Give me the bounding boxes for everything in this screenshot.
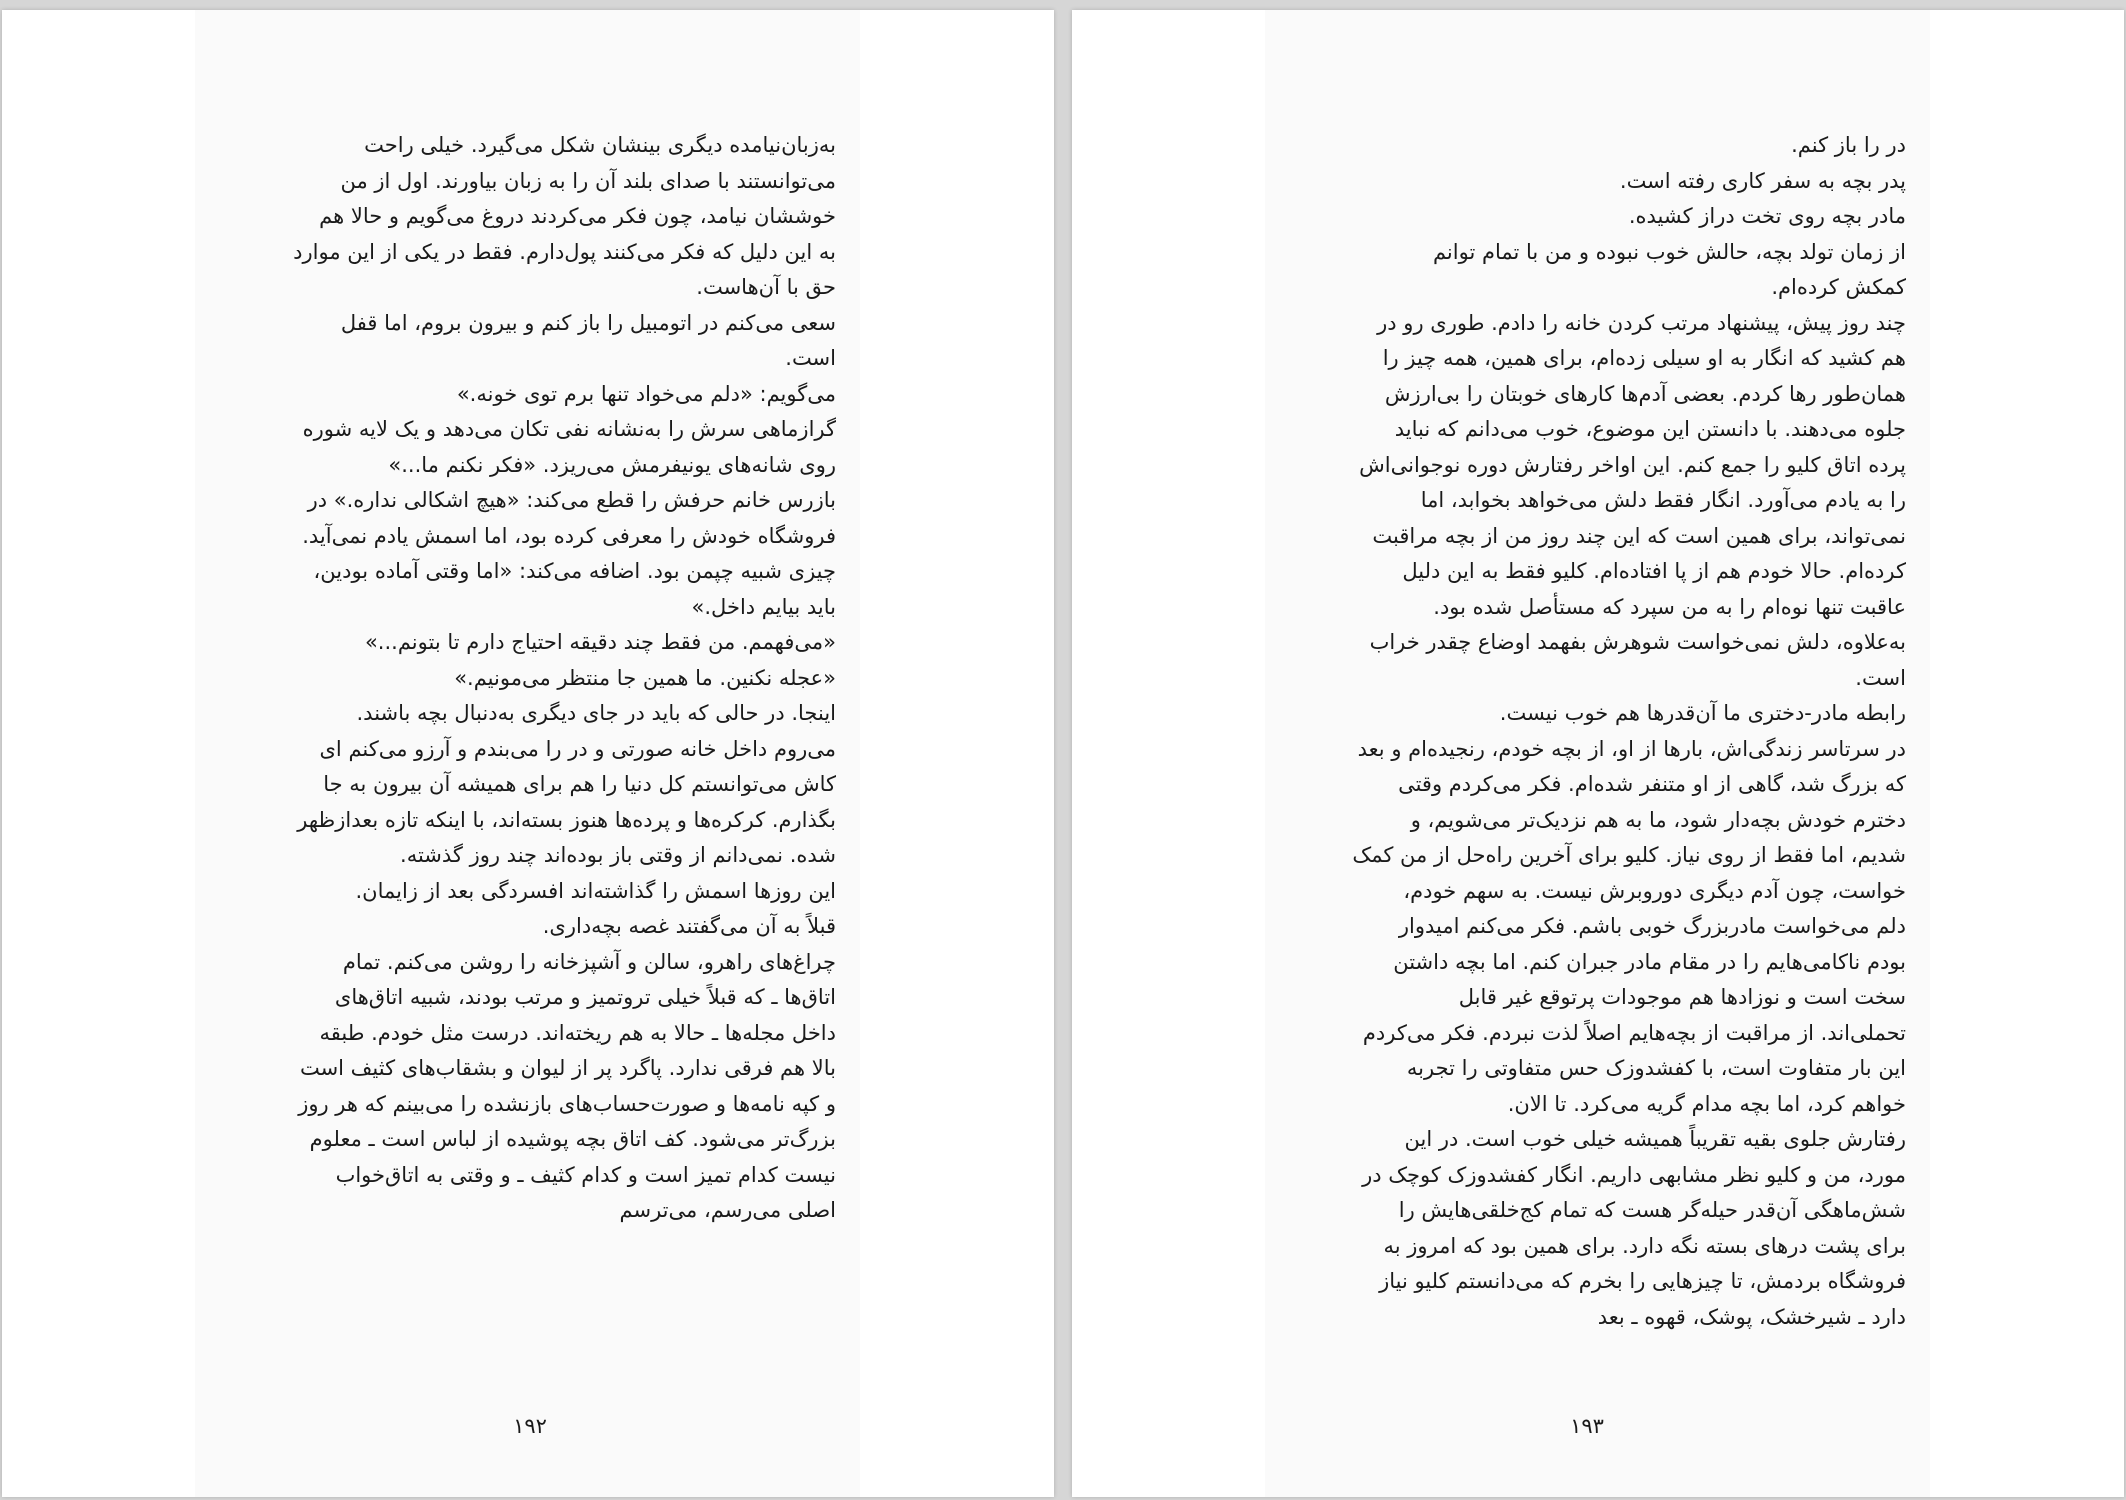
text-line: نمی‌تواند، برای همین است که این چند روز من از بچه مراقبت (1372, 523, 1906, 548)
text-line: شش‌ماهگی آن‌قدر حیله‌گر هست که تمام کج‌خلقی‌هایش را (1398, 1198, 1906, 1222)
text-line: سعی می‌کنم در اتومبیل را باز کنم و بیرون بروم، اما قفل (340, 310, 836, 335)
text-line: مورد، من و کلیو نظر مشابهی داریم. انگار کفشدوزک کوچک در (1362, 1162, 1906, 1187)
text-line: فروشگاه خودش را معرفی کرده بود، اما اسمش یادم نمی‌آید. (302, 523, 836, 548)
text-line: خواهم کرد، اما بچه مدام گریه می‌کرد. تا الان. (1507, 1091, 1906, 1116)
text-line: اتاق‌ها ـ که قبلاً خیلی تروتمیز و مرتب بودند، شبیه اتاق‌های (334, 985, 836, 1009)
text-line: رابطه مادر-دختری ما آن‌قدرها هم خوب نیست. (1499, 701, 1906, 725)
text-line: نیست کدام تمیز است و کدام کثیف ـ و وقتی به اتاق‌خواب (335, 1162, 836, 1187)
text-line: «عجله نکنین. ما همین جا منتظر می‌مونیم.» (454, 665, 836, 690)
text-line: بودم ناکامی‌هایم را در مقام مادر جبران کنم. اما بچه داشتن (1393, 949, 1906, 974)
text-line: و کپه نامه‌ها و صورت‌حساب‌های بازنشده را می‌بینم که هر روز (298, 1091, 836, 1116)
text-line: می‌گویم: «دلم می‌خواد تنها برم توی خونه.» (456, 381, 836, 406)
text-line: دخترم خودش بچه‌دار شود، ما به هم نزدیک‌تر می‌شویم، و (1410, 807, 1906, 832)
text-line: رفتارش جلوی بقیه تقریباً همیشه خیلی خوب است. در این (1404, 1127, 1906, 1151)
text-line: اصلی می‌رسم، می‌ترسم (619, 1198, 836, 1222)
text-line: «می‌فهمم. من فقط چند دقیقه احتیاج دارم تا بتونم...» (364, 630, 836, 654)
text-line: به‌علاوه، دلش نمی‌خواست شوهرش بفهمد اوضاع چقدر خراب (1369, 630, 1906, 654)
text-line: شده. نمی‌دانم از وقتی باز بوده‌اند چند روز گذشته. (400, 843, 836, 867)
text-line: است. (1855, 665, 1906, 690)
text-line: کمکش کرده‌ام. (1771, 275, 1906, 299)
left-page-body-text (226, 128, 836, 1229)
text-line: چند روز پیش، پیشنهاد مرتب کردن خانه را دادم. طوری رو در (1377, 310, 1906, 335)
text-line: است. (785, 346, 836, 370)
text-line: مادر بچه روی تخت دراز کشیده. (1628, 204, 1906, 228)
text-line: داخل مجله‌ها ـ حالا به هم ریخته‌اند. درست مثل خودم. طبقه (319, 1020, 836, 1045)
text-line: این بار متفاوت است، با کفشدوزک حس متفاوتی را تجربه (1406, 1056, 1906, 1080)
text-line: کاش می‌توانستم کل دنیا را هم برای همیشه آن بیرون به جا (323, 772, 836, 796)
text-line: که بزرگ شد، گاهی از او متنفر شده‌ام. فکر می‌کردم وقتی (1398, 772, 1906, 796)
text-line: به‌زبان‌نیامده دیگری بینشان شکل می‌گیرد. خیلی راحت (364, 133, 836, 157)
text-line: این روزها اسمش را گذاشته‌اند افسردگی بعد از زایمان. (355, 878, 836, 903)
text-line: بازرس خانم حرفش را قطع می‌کند: «هیچ اشکالی نداره.» در (307, 488, 836, 512)
text-line: حق با آن‌هاست. (696, 275, 836, 299)
text-line: کرده‌ام. حالا خودم هم از پا افتاده‌ام. کلیو فقط به این دلیل (1402, 559, 1906, 583)
text-line: را به یادم می‌آورد. انگار فقط دلش می‌خواهد بخوابد، اما (1420, 488, 1906, 512)
text-line: از زمان تولد بچه، حالش خوب نبوده و من با تمام توانم (1432, 239, 1906, 264)
left-page-number: ۱۹۲ (513, 1414, 547, 1438)
text-line: همان‌طور رها کردم. بعضی آدم‌ها کارهای خوبتان را بی‌ارزش (1384, 381, 1906, 406)
text-line: شدیم، اما فقط از روی نیاز. کلیو برای آخرین راه‌حل از من کمک (1352, 843, 1906, 867)
text-line: هم کشید که انگار به او سیلی زده‌ام، برای همین، همه چیز را (1382, 346, 1906, 370)
text-line: خواست، چون آدم دیگری دوروبرش نیست. به سهم خودم، (1403, 878, 1906, 903)
text-line: می‌روم داخل خانه صورتی و در را می‌بندم و آرزو می‌کنم ای (319, 736, 836, 761)
text-line: خوششان نیامد، چون فکر می‌کردند دروغ می‌گویم و حالا هم (319, 204, 836, 228)
text-line: پرده اتاق کلیو را جمع کنم. این اواخر رفتارش دوره نوجوانی‌اش (1359, 452, 1906, 477)
right-page-number: ۱۹۳ (1570, 1414, 1604, 1438)
text-line: جلوه می‌دهند. با دانستن این موضوع، خوب می‌دانم که نباید (1394, 417, 1906, 441)
text-line: فروشگاه بردمش، تا چیزهایی را بخرم که می‌دانستم کلیو نیاز (1379, 1269, 1906, 1293)
text-line: روی شانه‌های یونیفرمش می‌ریزد. «فکر نکنم ما...» (388, 452, 836, 477)
text-line: برای پشت درهای بسته نگه دارد. برای همین بود که امروز به (1383, 1233, 1906, 1258)
text-line: دلم می‌خواست مادربزرگ خوبی باشم. فکر می‌کنم امیدوار (1398, 914, 1906, 938)
text-line: بالا هم فرقی ندارد. پاگرد پر از لیوان و بشقاب‌های کثیف است (299, 1056, 836, 1080)
text-line: در را باز کنم. (1791, 133, 1906, 157)
text-line: چیزی شبیه چپمن بود. اضافه می‌کند: «اما وقتی آماده بودین، (313, 559, 836, 583)
right-page (1072, 10, 2124, 1497)
text-line: تحملی‌اند. از مراقبت از بچه‌هایم اصلاً لذت نبردم. فکر می‌کردم (1362, 1020, 1906, 1045)
text-line: دارد ـ شیرخشک، پوشک، قهوه ـ بعد (1597, 1304, 1906, 1329)
text-line: چراغ‌های راهرو، سالن و آشپزخانه را روشن می‌کنم. تمام (342, 949, 836, 974)
text-line: پدر بچه به سفر کاری رفته است. (1619, 168, 1906, 193)
text-line: اینجا. در حالی که باید در جای دیگری به‌دنبال بچه باشند. (356, 701, 836, 725)
text-line: سخت است و نوزادها هم موجودات پرتوقع غیر قابل (1458, 985, 1906, 1009)
text-line: قبلاً به آن می‌گفتند غصه بچه‌داری. (542, 914, 836, 938)
text-line: به این دلیل که فکر می‌کنند پول‌دارم. فقط در یکی از این موارد (293, 239, 836, 264)
text-line: گرازماهی سرش را به‌نشانه نفی تکان می‌دهد و یک لایه شوره (302, 417, 836, 441)
text-line: می‌توانستند با صدای بلند آن را به زبان بیاورند. اول از من (340, 168, 836, 193)
left-page (2, 10, 1054, 1497)
right-page-body-text (1296, 128, 1906, 1335)
text-line: باید بیایم داخل.» (691, 594, 836, 619)
text-line: بگذارم. کرکره‌ها و پرده‌ها هنوز بسته‌اند، با اینکه تازه بعدازظهر (297, 807, 836, 832)
text-line: بزرگ‌تر می‌شود. کف اتاق بچه پوشیده از لباس است ـ معلوم (309, 1127, 836, 1151)
text-line: در سرتاسر زندگی‌اش، بارها از او، از بچه خودم، رنجیده‌ام و بعد (1357, 736, 1906, 761)
text-line: عاقبت تنها نوه‌ام را به من سپرد که مستأصل شده بود. (1433, 594, 1906, 619)
